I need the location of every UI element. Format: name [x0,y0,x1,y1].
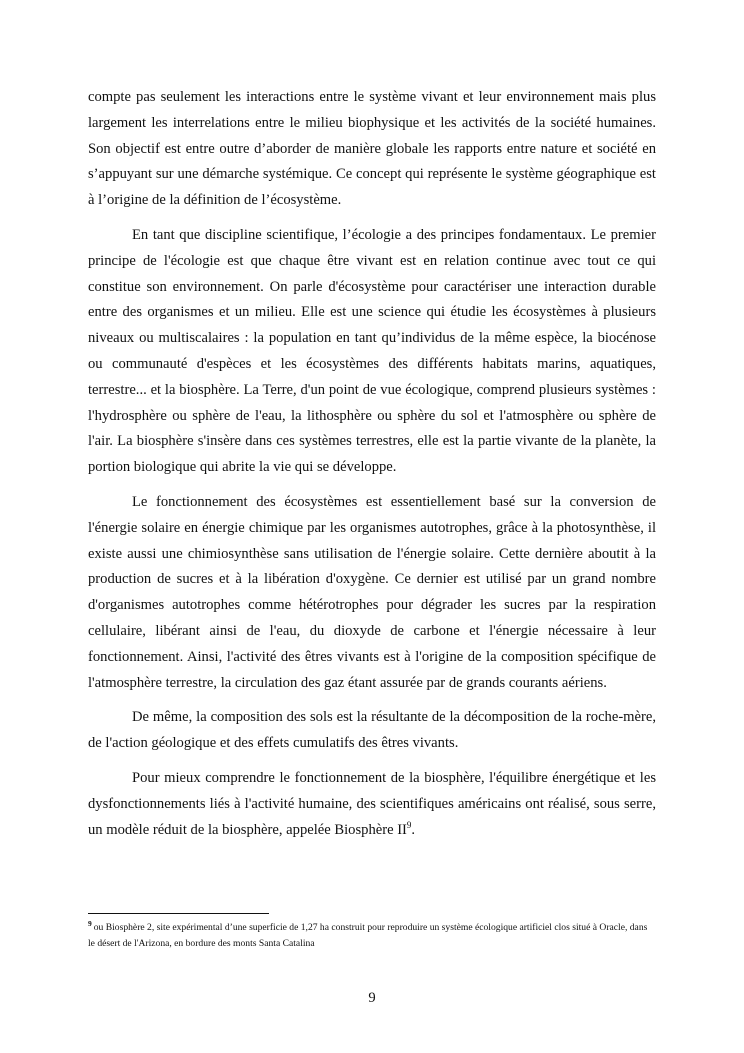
footnote [88,920,656,952]
paragraph-1: compte pas seulement les interactions entre le système vivant et leur environnement mais plus largement les interrelations entre le milieu biophysique et les activités de la société humaines. Son objectif est entre outre d’aborder de manière globale les rapports entre nature et société en s’appuyant sur une démarche systémique. Ce concept qui représente le système géographique est à l’origine de la définition de l’écosystème. [88,89,656,209]
footnote-number: 9 [88,918,92,928]
paragraph-5 [88,766,656,843]
paragraph-3: Le fonctionnement des écosystèmes est essentiellement basé sur la conversion de l'énergie solaire en énergie chimique par les organismes autotrophes, grâce à la photosynthèse, il existe aussi une chimiosynthèse sans utilisation de l'énergie solaire. Cette dernière aboutit à la production de sucres et à la libération d'oxygène. Ce dernier est utilisé par un grand nombre d'organismes autotrophes comme hétérotrophes pour dégrader les sucres par la respiration cellulaire, libérant ainsi de l'eau, du dioxyde de carbone et l'énergie nécessaire à leur fonctionnement. Ainsi, l'activité des êtres vivants est à l'origine de la composition spécifique de l'atmosphère terrestre, la circulation des gaz étant assurée par de grands courants aériens. [88,493,656,691]
paragraph-4: De même, la composition des sols est la résultante de la décomposition de la roche-mère, de l'action géologique et des effets cumulatifs des êtres vivants. [88,709,656,752]
footnote-text: ou Biosphère 2, site expérimental d’une superficie de 1,27 ha construit pour reproduire un système écologique artificiel clos situé à Oracle, dans le désert de l'Arizona, en bordure des monts Santa Catalina [88,922,648,949]
page-number: 9 [368,990,376,1006]
footnote-separator [88,913,269,914]
body-text [88,85,656,852]
paragraph-2: En tant que discipline scientifique, l’écologie a des principes fondamentaux. Le premier principe de l'écologie est que chaque être vivant est en relation continue avec tout ce qui constitue son environnement. On parle d'écosystème pour caractériser une interaction durable entre des organismes et un milieu. Elle est une science qui étudie les écosystèmes à plusieurs niveaux ou multiscalaires : la population en tant qu’individus de la même espèce, la biocénose ou communauté d'espèces et les écosystèmes des différents habitats marins, aquatiques, terrestre... et la biosphère. La Terre, d'un point de vue écologique, comprend plusieurs systèmes : l'hydrosphère ou sphère de l'eau, la lithosphère ou sphère du sol et l'atmosphère ou sphère de l'air. La biosphère s'insère dans ces systèmes terrestres, elle est la partie vivante de la planète, la portion biologique qui abrite la vie qui se développe. [88,226,656,476]
paragraph-5-text: Pour mieux comprendre le fonctionnement de la biosphère, l'équilibre énergétique et les dysfonctionnements liés à l'activité humaine, des scientifiques américains ont réalisé, sous serre, un modèle réduit de la biosphère, appelée Biosphère II [88,769,656,838]
footnote-reference[interactable]: 9 [406,819,412,830]
paragraph-5-tail: . [411,821,416,838]
